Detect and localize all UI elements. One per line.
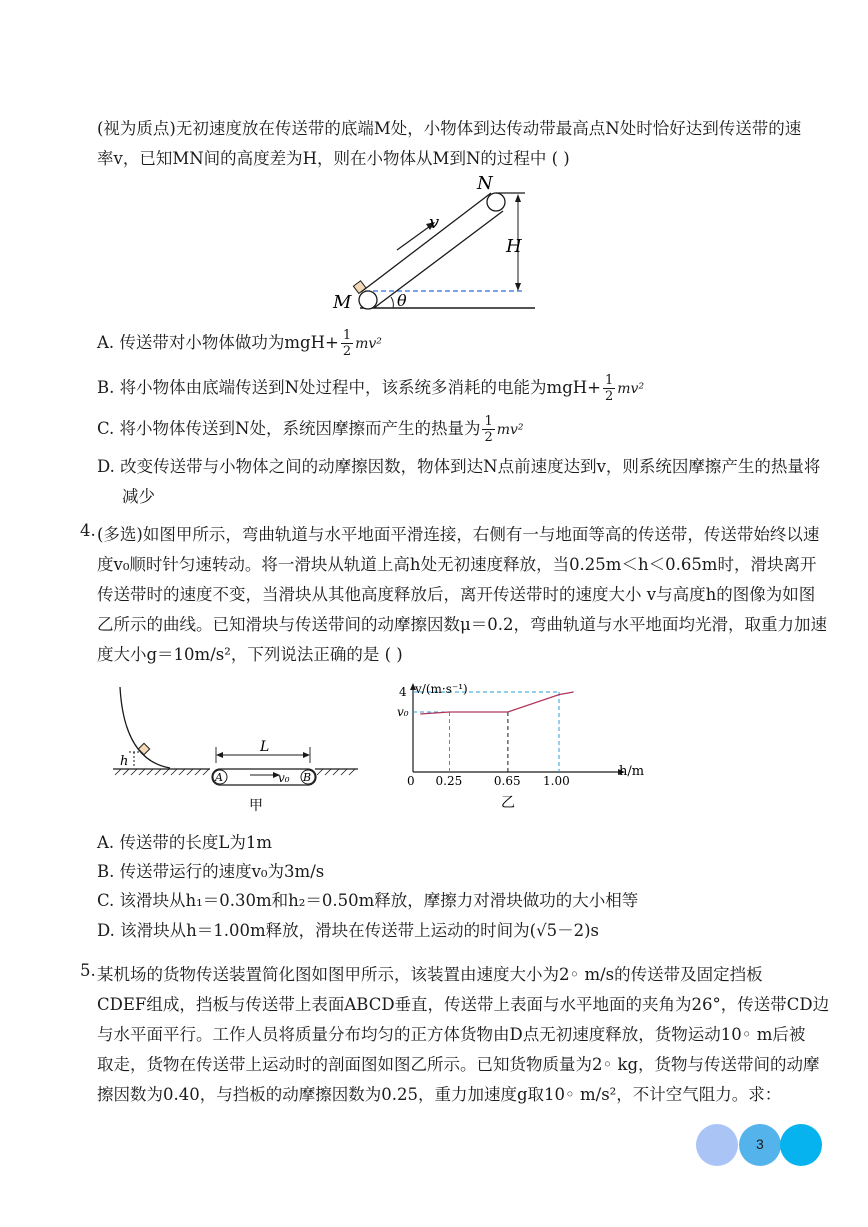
q4-vh-chart xyxy=(385,675,655,810)
q3-option-a xyxy=(97,328,382,359)
q3-option-c xyxy=(97,414,524,445)
x-tick-025: 0.25 xyxy=(435,774,463,788)
q5-line3: 与水平面平行。工作人员将质量分布均匀的正方体货物由D点无初速度释放，货物运动10◦ m后被 xyxy=(97,1025,806,1044)
fraction-half xyxy=(341,328,353,359)
belt xyxy=(212,769,316,785)
frac-den: 2 xyxy=(604,389,614,404)
q4-line2: 度v₀顺时针匀速转动。将一滑块从轨道上高h处无初速度释放，当0.25m＜h＜0.65m时，滑块离开 xyxy=(97,555,817,574)
x-tick-0: 0 xyxy=(407,774,415,788)
bottom-pulley xyxy=(359,291,377,309)
badge-circle-3 xyxy=(780,1124,822,1166)
label-B: B xyxy=(303,771,312,784)
x-tick-100: 1.00 xyxy=(543,774,570,788)
frac-num: 1 xyxy=(604,373,614,388)
y-tick-4: 4 xyxy=(399,685,407,699)
frac-den: 2 xyxy=(484,430,493,445)
label-M: M xyxy=(333,292,352,313)
frac-num: 1 xyxy=(484,414,493,429)
q5-line4: 取走，货物在传送带上运动时的剖面图如图乙所示。已知货物质量为2◦ kg，货物与传送带间的动摩 xyxy=(97,1055,820,1074)
y-axis-label: v/(m·s⁻¹) xyxy=(415,682,468,696)
y-tick-v0: v₀ xyxy=(397,705,409,719)
q4-line1: (多选)如图甲所示，弯曲轨道与水平地面平滑连接，右侧有一与地面等高的传送带，传送带始终以速 xyxy=(97,525,820,544)
label-L: L xyxy=(260,739,270,755)
q4-option-c: C. 该滑块从h₁＝0.30m和h₂＝0.50m释放，摩擦力对滑块做功的大小相等 xyxy=(97,891,639,910)
fraction-half xyxy=(482,414,494,445)
q5-line5: 擦因数为0.40，与挡板的动摩擦因数为0.25，重力加速度g取10◦ m/s²，不计空气阻力。求： xyxy=(97,1085,782,1104)
q4-number: 4. xyxy=(80,521,96,540)
mv2: mv² xyxy=(617,381,645,397)
mv2: mv² xyxy=(496,422,524,438)
caption-jia: 甲 xyxy=(249,798,263,814)
frac-den: 2 xyxy=(342,344,352,359)
q3-stem-line2: 率v，已知MN间的高度差为H，则在小物体从M到N的过程中 ( ) xyxy=(97,149,570,168)
label-A: A xyxy=(215,771,223,784)
q3-option-b xyxy=(97,373,644,404)
fraction-half xyxy=(603,373,615,404)
q3-option-d-line1: D. 改变传送带与小物体之间的动摩擦因数，物体到达N点前速度达到v，则系统因摩擦产生的热量将 xyxy=(97,457,821,476)
q4-line5: 度大小g＝10m/s²，下列说法正确的是 ( ) xyxy=(97,645,403,664)
q4-figure-jia xyxy=(110,685,365,815)
label-v: v xyxy=(429,212,440,233)
q3-stem-line1: (视为质点)无初速度放在传送带的底端M处，小物体到达传动带最高点N处时恰好达到传送带的速 xyxy=(97,119,802,138)
slider-block xyxy=(138,743,149,754)
velocity-arrow xyxy=(397,224,433,250)
frac-num: 1 xyxy=(342,328,352,343)
caption-yi: 乙 xyxy=(501,795,515,810)
q5-line2: CDEF组成，挡板与传送带上表面ABCD垂直，传送带上表面与水平地面的夹角为26°，传送带CD边 xyxy=(97,995,830,1014)
q4-line3: 传送带时的速度不变，当滑块从其他高度释放后，离开传送带时的速度大小 v与高度h的图像为如图 xyxy=(97,585,816,604)
label-v0: v₀ xyxy=(278,771,290,785)
q4-option-a: A. 传送带的长度L为1m xyxy=(97,833,273,852)
label-theta: θ xyxy=(397,291,407,310)
page-number: 3 xyxy=(756,1136,764,1152)
x-axis-label: h/m xyxy=(619,764,645,779)
q3-option-c-text: C. 将小物体传送到N处，系统因摩擦而产生的热量为 xyxy=(97,419,481,438)
q4-option-d: D. 该滑块从h＝1.00m释放，滑块在传送带上运动的时间为(√5－2)s xyxy=(97,921,599,940)
badge-circle-1 xyxy=(696,1124,738,1166)
belt-upper xyxy=(361,193,491,292)
q5-number: 5. xyxy=(80,961,96,980)
q5-line1: 某机场的货物传送装置简化图如图甲所示，该装置由速度大小为2◦ m/s的传送带及固定挡板 xyxy=(97,965,763,984)
q3-option-d-line2: 减少 xyxy=(122,487,155,506)
q3-option-a-text: A. 传送带对小物体做功为mgH+ xyxy=(97,333,339,352)
label-h: h xyxy=(120,754,129,769)
q4-option-b: B. 传送带运行的速度v₀为3m/s xyxy=(97,862,325,881)
top-pulley xyxy=(487,193,505,211)
x-tick-065: 0.65 xyxy=(493,774,521,788)
label-N: N xyxy=(477,173,493,194)
mv2: mv² xyxy=(355,336,382,352)
q3-conveyor-figure xyxy=(325,170,545,315)
q3-option-b-text: B. 将小物体由底端传送到N处过程中，该系统多消耗的电能为mgH+ xyxy=(97,378,601,397)
q4-line4: 乙所示的曲线。已知滑块与传送带间的动摩擦因数μ＝0.2，弯曲轨道与水平地面均光滑，取重力加速 xyxy=(97,615,827,634)
label-H: H xyxy=(506,236,522,257)
